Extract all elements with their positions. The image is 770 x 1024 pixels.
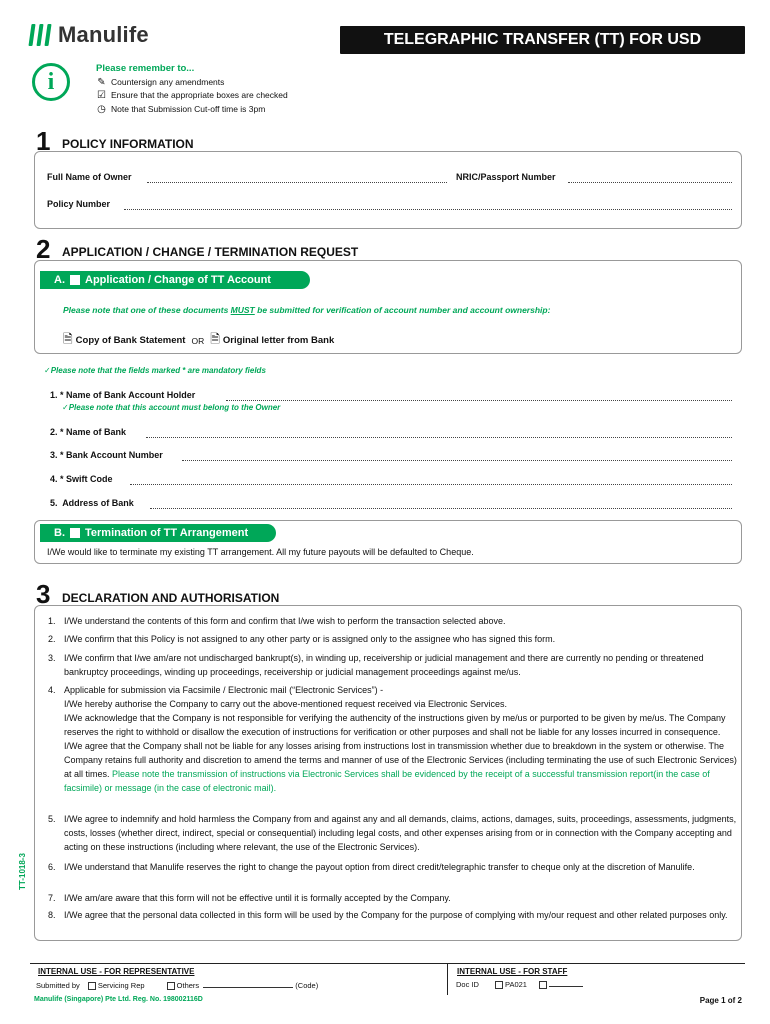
application-checkbox[interactable] — [70, 275, 80, 285]
document-icon: 🗎 — [63, 332, 73, 346]
pa021-checkbox[interactable] — [495, 981, 503, 989]
section-1-number: 1 — [36, 126, 51, 156]
field-3-label: 3. * Bank Account Number — [50, 450, 163, 460]
bank-address-field[interactable] — [150, 508, 732, 509]
nric-field[interactable] — [568, 182, 732, 183]
declaration-item: 6. I/We understand that Manulife reserves the right to change the payout option from direct credit/telegraphic transfer to cheque only at the discretion of Manulife. — [48, 862, 695, 872]
account-holder-field[interactable] — [226, 400, 732, 401]
info-icon: i — [32, 63, 70, 101]
policy-number-label: Policy Number — [47, 199, 111, 209]
declaration-item: 4. Applicable for submission via Facsimile / Electronic mail (“Electronic Services”) - I/We hereby authorise the Company to carry out the above-mentioned request received via Electronic Services. I/We acknowledge that the Company is not responsible for verifying the authencity of the instructions given by me/us or purported to be given by me/us. The Company reserves the right to withhold or disallow the execution of instructions for verification or other purposes and shall not be liable for any losses incurred in consequence. I/We agree that the Company shall not be liable for any losses arising from instructions lost in transmission whether due to breakdown in the system or otherwise. The Company retains full authority and discretion to amend the terms and manner of use of the Electronic Services (including terminating the use of such Electronic Services) at all times. Please note the transmission of instructions via Electronic Services shall be evidenced by the receipt of a successful transmission report(in the case of facsimile) or message (in the case of electronic mail). — [48, 685, 737, 793]
policy-number-field[interactable] — [124, 209, 732, 210]
servicing-rep-checkbox[interactable] — [88, 982, 96, 990]
pen-icon: ✎ — [97, 76, 106, 88]
section-3-title: DECLARATION AND AUTHORISATION — [62, 591, 280, 605]
form-title: TELEGRAPHIC TRANSFER (TT) FOR USD — [340, 26, 745, 54]
doc-bank-letter[interactable]: Original letter from Bank — [222, 335, 335, 346]
termination-checkbox[interactable] — [70, 528, 80, 538]
document-options: 🗎 Copy of Bank Statement OR 🗎 Original letter from Bank — [63, 330, 334, 351]
company-registration: Manulife (Singapore) Pte Ltd. Reg. No. 198002116D — [34, 996, 203, 1003]
declaration-item: 2. I/We confirm that this Policy is not assigned to any other party or is assigned only to the assignee who has signed this form. — [48, 634, 556, 644]
manulife-logo — [30, 22, 149, 48]
bank-name-field[interactable] — [146, 437, 732, 438]
checkbox-icon: ☑ — [97, 90, 106, 101]
declaration-item: 7. I/We am/are aware that this form will not be effective until it is formally accepted by the Company. — [48, 893, 451, 903]
section-2-title: APPLICATION / CHANGE / TERMINATION REQUEST — [62, 245, 359, 259]
reminder-item: ◷ Note that Submission Cut-off time is 3pm — [97, 103, 266, 115]
section-1-box — [34, 151, 742, 229]
reminder-item: ✎ Countersign any amendments — [97, 76, 225, 88]
other-doc-checkbox[interactable] — [539, 981, 547, 989]
footer-divider — [30, 963, 745, 964]
staff-heading: INTERNAL USE - FOR STAFF — [457, 967, 568, 976]
section-3-number: 3 — [36, 579, 51, 609]
field-4-label: 4. * Swift Code — [50, 474, 113, 484]
owner-name-field[interactable] — [147, 182, 447, 183]
footer-vertical-divider — [447, 963, 448, 995]
reminder-panel — [96, 62, 288, 116]
documents-note: Please note that one of these documents MUST be submitted for verification of account number and account ownership: — [63, 305, 551, 315]
form-code: TT-1018-3 — [18, 853, 27, 890]
account-number-field[interactable] — [182, 460, 732, 461]
logo-text: Manulife — [58, 22, 149, 47]
doc-bank-statement[interactable]: Copy of Bank Statement — [75, 335, 186, 346]
mandatory-note: ✓Please note that the fields marked * are mandatory fields — [44, 366, 266, 375]
declaration-item: 5. I/We agree to indemnify and hold harmless the Company from and against any and all demands, claims, actions, damages, suits, proceedings, assessments, judgments, costs, losses (whether direct, indirect, special or consequential) including legal costs, and other expenses arising from or in connection with the Company accepting and acting on these instructions (including where relevant, the use of the Electronic Services). — [48, 814, 737, 852]
owner-name-label: Full Name of Owner — [47, 172, 132, 182]
section-1-title: POLICY INFORMATION — [62, 137, 194, 151]
rep-heading: INTERNAL USE - FOR REPRESENTATIVE — [38, 967, 195, 976]
declaration-item: 1. I/We understand the contents of this form and confirm that I/we wish to perform the transaction selected above. — [48, 616, 506, 626]
termination-text: I/We would like to terminate my existing TT arrangement. All my future payouts will be defaulted to Cheque. — [47, 547, 474, 557]
reminder-item: ☑ Ensure that the appropriate boxes are checked — [97, 90, 288, 101]
field-2-label: 2. * Name of Bank — [50, 427, 127, 437]
field-1-label: 1. * Name of Bank Account Holder — [50, 390, 196, 400]
nric-label: NRIC/Passport Number — [456, 172, 556, 182]
logo-mark — [30, 24, 50, 46]
submitted-by: Submitted by Servicing Rep Others (Code) — [36, 981, 319, 990]
reminder-heading: Please remember to... — [96, 63, 195, 74]
field-5-label: 5. Address of Bank — [50, 498, 134, 508]
page-number: Page 1 of 2 — [699, 996, 742, 1005]
termination-option[interactable]: B. Termination of TT Arrangement — [40, 524, 276, 542]
section-2-number: 2 — [36, 234, 51, 264]
application-change-option[interactable]: A. Application / Change of TT Account — [40, 271, 310, 289]
others-checkbox[interactable] — [167, 982, 175, 990]
owner-note: ✓Please note that this account must belong to the Owner — [62, 403, 281, 412]
declaration-item: 3. I/We confirm that I/we am/are not undischarged bankrupt(s), in winding up, receivership or judicial management and there are currently no pending or threatened bankruptcy proceedings, winding up proceedings, receivership or judicial management proceedings against me/us. — [48, 653, 704, 677]
clock-icon: ◷ — [97, 103, 106, 115]
declaration-item: 8. I/We agree that the personal data collected in this form will be used by the Company for the purpose of complying with my/our request and other related purposes only. — [48, 910, 728, 920]
doc-id: Doc ID PA021 — [456, 980, 583, 989]
swift-code-field[interactable] — [130, 484, 732, 485]
document-icon: 🗎 — [210, 332, 220, 346]
